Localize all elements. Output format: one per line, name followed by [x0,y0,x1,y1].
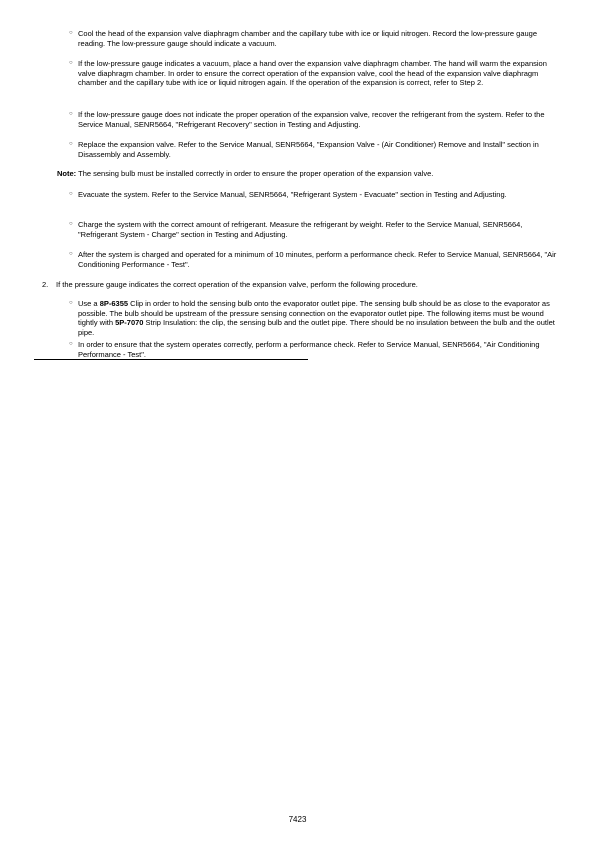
part-number: 8P-6355 [99,299,129,308]
page-number: 7423 [288,815,307,824]
bullet-icon: ○ [69,221,73,227]
note-paragraph [57,169,567,179]
bullet-icon: ○ [69,341,73,347]
list-item: ○ Replace the expansion valve. Refer to the Service Manual, SENR5664, "Expansion Valve - (Air Conditioner) Remove and Install" section in Disassembly and Assembly. [69,140,539,159]
bullet-icon: ○ [69,111,73,117]
step-number: 2. [42,280,49,289]
bullet-icon: ○ [69,30,73,36]
list-item: ○ Charge the system with the correct amount of refrigerant. Measure the refrigerant by weight. Refer to the Service Manual, SENR5664, "Refrigerant System - Charge" section in Testing and Adjusting. [69,220,523,239]
bullet-icon: ○ [69,191,73,197]
bullet-icon: ○ [69,300,73,306]
list-item: ○ If the low-pressure gauge indicates a vacuum, place a hand over the expansion valve diaphragm chamber. The hand will warm the expansion valve diaphragm chamber. In order to ensure the correct operation of the expansion valve, cool the head of the expansion valve diaphragm chamber and the capillary tube with ice or liquid nitrogen again. If the operation of the expansion is correct, refer to Step 2. [69,59,547,88]
divider [34,359,308,360]
bullet-icon: ○ [69,60,73,66]
list-item: ○ If the low-pressure gauge does not indicate the proper operation of the expansion valve, recover the refrigerant from the system. Refer to the Service Manual, SENR5664, "Refrigerant Recovery" section in Testing and Adjusting. [69,110,545,129]
bullet-icon: ○ [69,141,73,147]
note-text: The sensing bulb must be installed correctly in order to ensure the proper operation of the expansion valve. [76,169,434,178]
note-label: Note: [57,169,77,178]
list-item: ○ After the system is charged and operated for a minimum of 10 minutes, perform a performance check. Refer to Service Manual, SENR5664, "Air Conditioning Performance - Test". [69,250,557,269]
list-item: ○ Cool the head of the expansion valve diaphragm chamber and the capillary tube with ice or liquid nitrogen. Record the low-pressure gauge reading. The low-pressure gauge should indicate a vacuum. [69,29,538,48]
list-item: ○ In order to ensure that the system operates correctly, perform a performance check. Refer to Service Manual, SENR5664, "Air Conditioning Performance - Test". [69,340,540,359]
part-number: 5P-7070 [115,318,144,328]
step-2 [42,280,567,290]
bullet-icon: ○ [69,251,73,257]
list-item: ○ Use a 8P-6355 Clip in order to hold the sensing bulb onto the evaporator outlet pipe. The sensing bulb should be as close to the evaporator as possible. The bulb should be upstream of the pressure sensing connection on the evaporator outlet pipe. The following items must be wound tightly with 5P-7070 Strip Insulation: the clip, the sensing bulb and the outlet pipe. There should be no insulation between the bulb and the outlet pipe. [69,299,555,337]
list-item: ○ Evacuate the system. Refer to the Service Manual, SENR5664, "Refrigerant System - Evacuate" section in Testing and Adjusting. [69,190,507,199]
step-text: If the pressure gauge indicates the correct operation of the expansion valve, perform the following procedure. [56,280,418,289]
